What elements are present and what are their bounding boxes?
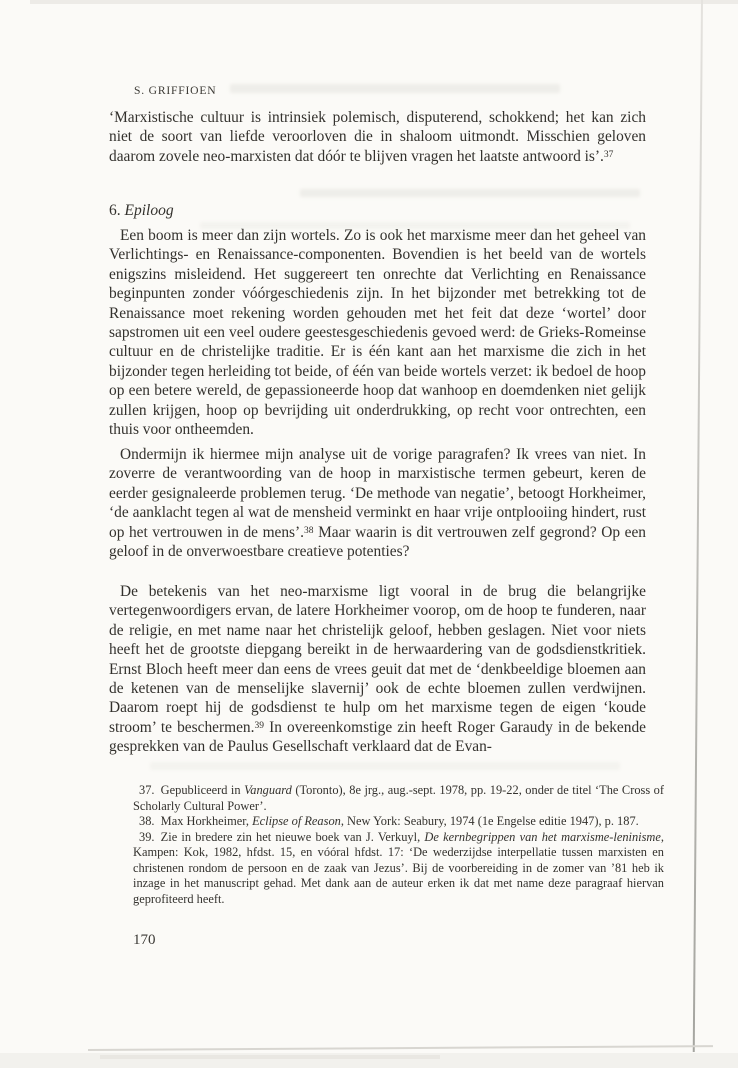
bleed-through-artifact <box>230 84 560 93</box>
page-edge-bottom <box>88 1045 713 1051</box>
text-segment: 37. Gepubliceerd in <box>139 783 245 797</box>
footnote-ref: 38 <box>304 525 314 536</box>
page-number: 170 <box>133 932 156 948</box>
running-header: S. GRIFFIOEN <box>134 84 217 97</box>
footnote-block <box>133 783 664 907</box>
text-segment: , Kampen: Kok, 1982, hfdst. 15, en vóóral hfdst. 17: ‘De wederzijdse interpellatie tussen marxisten en christenen rondom de persoon en de zaak van Jezus’. Bij de voorbereiding in de zomer van ’81 heb ik inzage in het manuscript gehad. Met dank aan de auteur erken ik dat met name deze paragraaf hiervan geprofiteerd heeft. <box>133 829 664 906</box>
text-segment: De kernbegrippen van het marxisme-leninisme <box>424 829 661 844</box>
footnote <box>133 814 664 830</box>
body-paragraph <box>109 226 646 439</box>
footnote-ref: 37 <box>603 149 614 160</box>
text-segment: De betekenis van het neo-marxisme ligt vooral in de brug die belangrijke vertegenwoordigers ervan, de latere Horkheimer voorop, om de hoop te funderen, naar de religie, en met name naar het christelijk geloof, hebben geslagen. Niet voor niets heeft het de grootste diepgang bereikt in de herwaardering van de godsdienstkritiek. Ernst Bloch heeft meer dan eens de vrees geuit dat met de ‘denkbeeldige bloemen aan de ketenen van de menselijke slavernij’ ook de echte bloemen zullen verdwijnen. Daarom roept hij de godsdienst te hulp om het marxisme tegen de eigen ‘koude stroom’ te beschermen. <box>109 583 646 736</box>
text-segment: Een boom is meer dan zijn wortels. Zo is ook het marxisme meer dan het geheel van Verlichtings- en Renaissance-componenten. Bovendien is het beeld van de wortels enigszins misleidend. Het suggereert ten onrechte dat Verlichting en Renaissance beginpunten zonder vóórgeschiedenis zijn. In het bijzonder met betrekking tot de Renaissance moet rekening worden gehouden met het feit dat deze ‘wortel’ door sapstromen uit een veel oudere geestesgeschiedenis gevoed werd: de Grieks-Romeinse cultuur en de christelijke traditie. Er is één kant aan het marxisme die zich in het bijzonder tegen herleiding tot beide, of één van beide wortels verzet: ik bedoel de hoop op een betere wereld, de gepassioneerde hoop dat wanhoop en doemdenken niet gelijk zullen krijgen, hoop op bevrijding uit onderdrukking, op recht voor ontrechten, een thuis voor ontheemden. <box>109 227 646 439</box>
bleed-through-artifact <box>150 762 620 770</box>
text-segment: Epiloog <box>124 202 174 219</box>
text-segment: 6. <box>109 202 125 219</box>
body-paragraph <box>109 445 646 561</box>
text-segment: 38. Max Horkheimer, <box>139 814 253 828</box>
text-segment: , New York: Seabury, 1974 (1e Engelse editie 1947), p. 187. <box>340 814 639 828</box>
footnote <box>133 783 664 814</box>
text-segment: Vanguard <box>244 783 292 797</box>
text-segment: ‘Marxistische cultuur is intrinsiek polemisch, disputerend, schokkend; het kan zich niet de soort van liefde veroorloven die in shaloom uitmondt. Misschien geloven daarom zovele neo-marxisten dat dóór te blijven vragen het laatste antwoord is’. <box>109 109 646 165</box>
text-segment: Eclipse of Reason <box>252 814 341 828</box>
page-edge-right <box>693 0 703 1052</box>
footnote <box>133 830 664 908</box>
quote-paragraph <box>109 108 646 166</box>
text-segment: 39. Zie in bredere zin het nieuwe boek van J. Verkuyl, <box>139 829 425 844</box>
footnote-ref: 39 <box>254 720 264 731</box>
text-segment: Ondermijn ik hiermee mijn analyse uit de vorige paragrafen? Ik vrees van niet. In zoverre de verantwoording van de hoop in marxistische termen gebeurt, keren de eerder gesignaleerde problemen terug. ‘De methode van negatie’, betoogt Horkheimer, ‘de aanklacht tegen al wat de mensheid verminkt en haar vrije ontplooiing hindert, rust op het vertrouwen in de mens’. <box>109 446 646 541</box>
scan-smudge <box>100 1055 440 1059</box>
scan-edge-top <box>30 0 738 4</box>
body-paragraph <box>109 582 646 757</box>
section-heading <box>109 202 174 220</box>
text-segment: (Toronto), 8e jrg., aug.-sept. 1978, pp. 19-22, onder de titel ‘The Cross of Scholarly Cultural Power’. <box>133 783 664 813</box>
text-segment: Maar waarin is dit vertrouwen zelf gegrond? Op een geloof in de onverwoestbare creatieve potenties? <box>109 523 646 561</box>
bleed-through-artifact <box>300 189 640 197</box>
text-segment: In overeenkomstige zin heeft Roger Garaudy in de bekende gesprekken van de Paulus Gesellschaft verklaard dat de Evan- <box>109 718 646 756</box>
